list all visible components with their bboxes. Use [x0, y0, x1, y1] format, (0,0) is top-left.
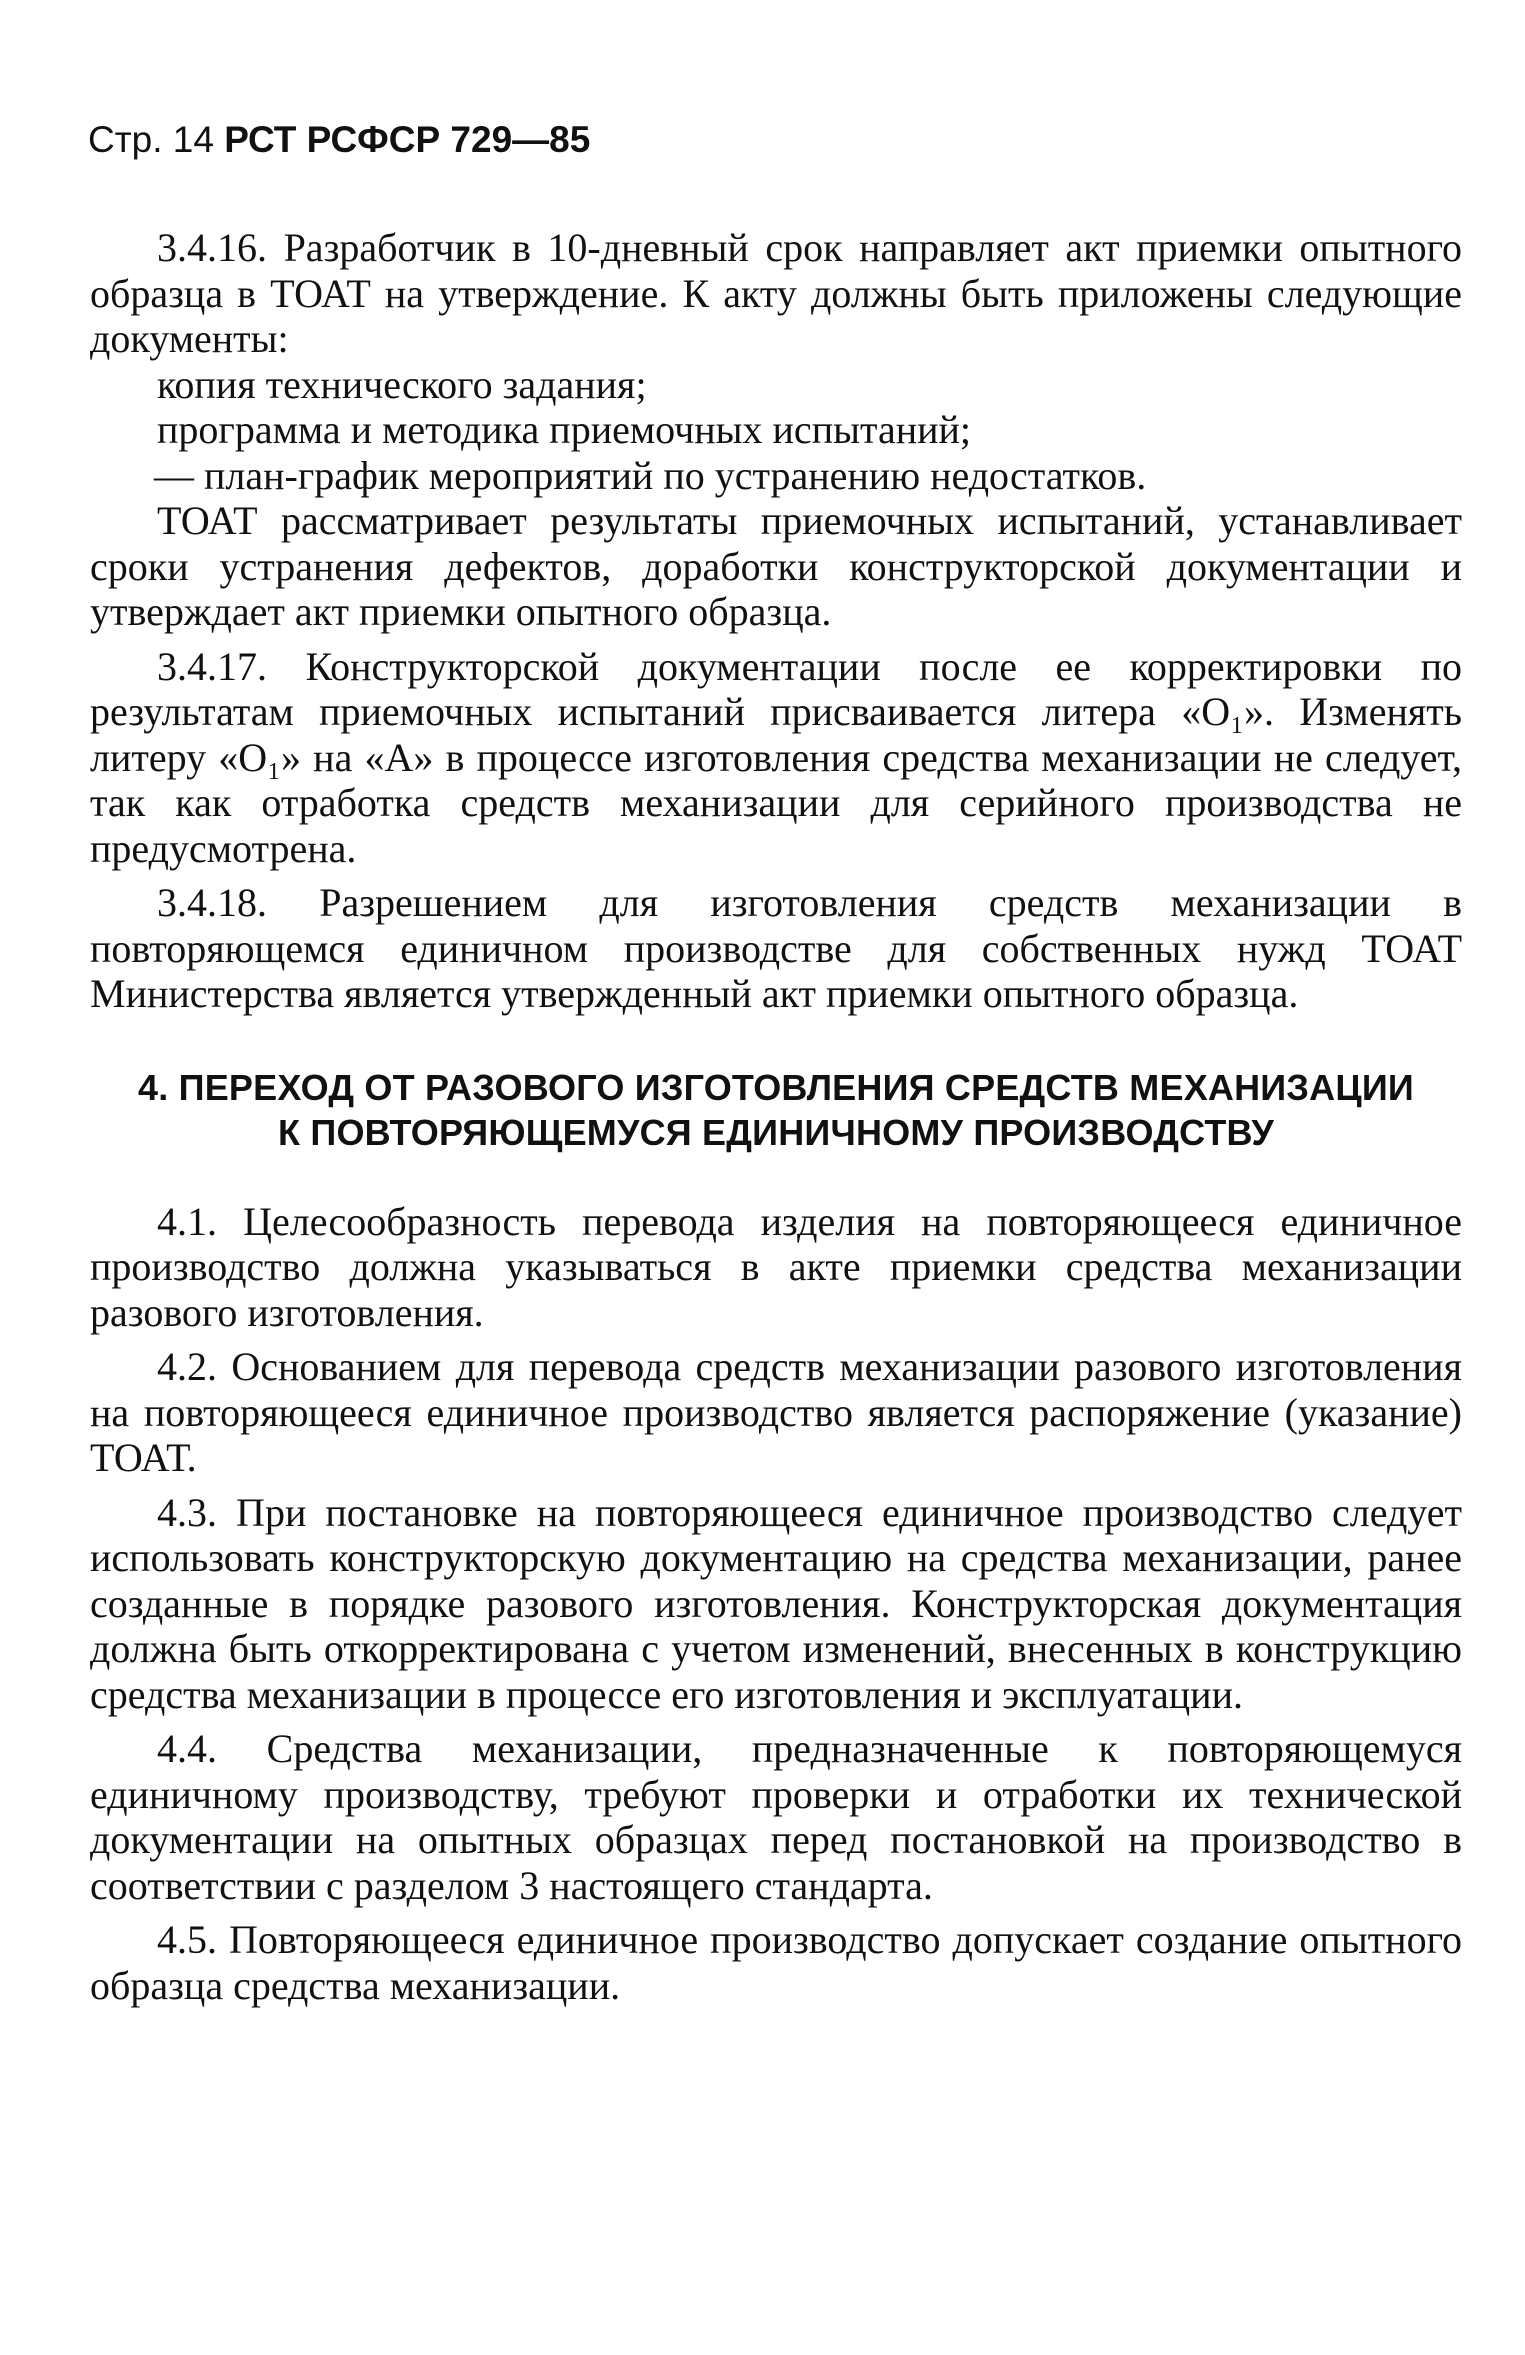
paragraph-4-2: 4.2. Основанием для перевода средств механизации разового изготовления на повторяющееся единичное производство является распоряжение (указание) ТОАТ. [90, 1344, 1462, 1480]
paragraph-toat-review: ТОАТ рассматривает результаты приемочных испытаний, устанавливает сроки устранения дефектов, доработки конструкторской документации и утверждает акт приемки опытного образца. [90, 498, 1462, 634]
paragraph-3-4-16: 3.4.16. Разработчик в 10-дневный срок направляет акт приемки опытного образца в ТОАТ на утверждение. К акту должны быть приложены следующие документы: [90, 225, 1462, 361]
document-body [90, 225, 1462, 2008]
section-4-heading-line-2: К ПОВТОРЯЮЩЕМУСЯ ЕДИНИЧНОМУ ПРОИЗВОДСТВУ [278, 1111, 1274, 1153]
section-4-heading [90, 1065, 1462, 1155]
list-item-test-program: программа и методика приемочных испытаний; [157, 407, 972, 452]
section-4-heading-line-1: 4. ПЕРЕХОД ОТ РАЗОВОГО ИЗГОТОВЛЕНИЯ СРЕДСТВ МЕХАНИЗАЦИИ [138, 1066, 1414, 1108]
list-item-technical-assignment: копия технического задания; [157, 361, 647, 407]
paragraph-4-1: 4.1. Целесообразность перевода изделия на повторяющееся единичное производство должна указываться в акте приемки средства механизации разового изготовления. [90, 1198, 1462, 1335]
paragraph-3-4-18: 3.4.18. Разрешением для изготовления средств механизации в повторяющемся единичном производстве для собственных нужд ТОАТ Министерства является утвержденный акт приемки опытного образца. [90, 880, 1462, 1016]
paragraph-3-4-17: 3.4.17. Конструкторской документации после ее корректировки по результатам приемочных испытаний присваивается литера «О₁». Изменять литеру «О₁» на «А» в процессе изготовления средства механизации не следует, так как отработка средств механизации для серийного производства не предусмотрена. [90, 643, 1462, 871]
page-number-label: Стр. 14 [88, 119, 214, 160]
list-item-action-plan: — план-график мероприятий по устранению недостатков. [154, 452, 1147, 498]
paragraph-4-4: 4.4. Средства механизации, предназначенные к повторяющемуся единичному производству, требуют проверки и отработки их технической документации на опытных образцах перед постановкой на производство в соответствии с разделом 3 настоящего стандарта. [90, 1726, 1462, 1908]
paragraph-4-3: 4.3. При постановке на повторяющееся единичное производство следует использовать конструкторскую документацию на средства механизации, ранее созданные в порядке разового изготовления. Конструкторская документация должна быть откорректирована с учетом изменений, внесенных в конструкцию средства механизации в процессе его изготовления и эксплуатации. [90, 1489, 1462, 1717]
running-head [88, 118, 590, 162]
standard-designation: РСТ РСФСР 729—85 [224, 119, 591, 160]
paragraph-4-5: 4.5. Повторяющееся единичное производство допускает создание опытного образца средства механизации. [90, 1917, 1462, 2008]
